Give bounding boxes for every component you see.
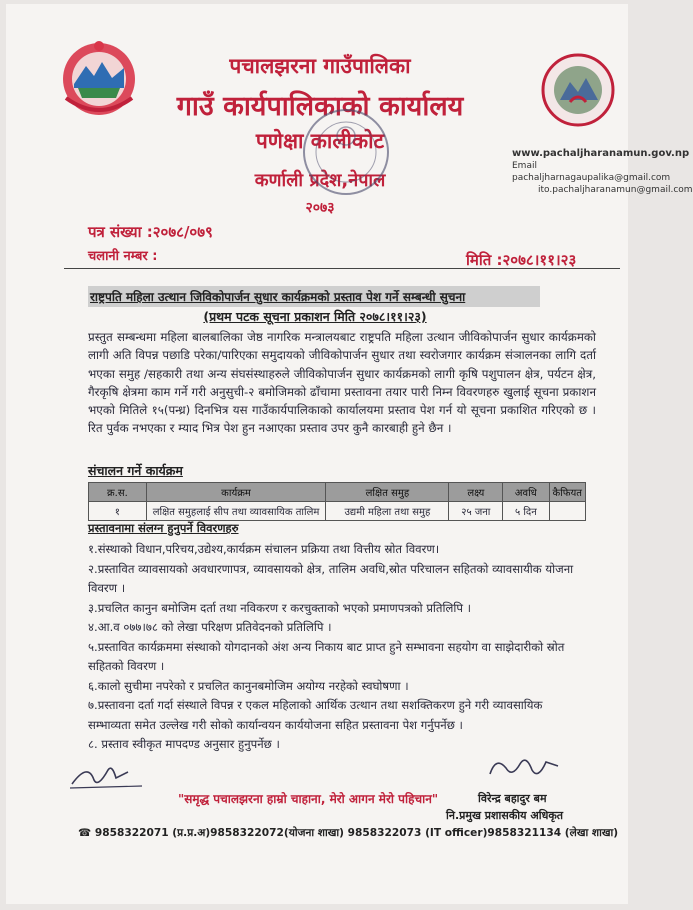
phone-numbers: 9858322071 (प्र.प्र.अ)9858322072(योजना शाखा) 9858322073 (IT officer)9858321134 (लेखा शाखा) [94, 827, 619, 839]
table-cell: १ [89, 502, 147, 521]
details-heading: प्रस्तावनामा संलग्न हुनुपर्ने विवरणहरु [88, 521, 239, 535]
list-item: ३.प्रचलित कानुन बमोजिम दर्ता तथा नविकरण र करचुक्ताको भएको प्रमाणपत्रको प्रतिलिपि । [88, 600, 472, 615]
program-heading: संचालन गर्ने कार्यक्रम [88, 463, 183, 478]
list-item: १.संस्थाको विधान,परिचय,उद्येश्य,कार्यक्रम संचालन प्रक्रिया तथा वित्तीय स्रोत विवरण। [88, 542, 440, 556]
email-secondary: ito.pachaljharanamun@gmail.com [538, 185, 693, 195]
office-location: पणेक्षा कालीकोट [255, 129, 385, 153]
details-list [88, 540, 578, 755]
table-header: अवधि [503, 483, 549, 502]
notice-body: प्रस्तुत सम्बन्धमा महिला बालबालिका जेष्ठ नागरिक मन्त्रालयबाट राष्ट्रपति महिला उत्थान जीविकोपार्जन सुधार कार्यक्रमको लागी अति विपन्न पछाडि परेका/पारिएका समुदायको जीविकोपार्जन सुधार तथा स्वरोजगार कार्यक्रम संञालनका लागि दर्ता भएका समुह /सहकारी तथा अन्य संघसंस्थाहरुले जीविकोपार्जन सुधार कार्यक्रमको लागी कृषि पशुपालन क्षेत्र, पर्यटन क्षेत्र, गैरकृषि क्षेत्रमा काम गर्ने गरी अनुसुची-२ बमोजिमको ढाँचामा प्रस्तावना तयार पारी निम्न विवरणहरु खुलाई सूचना प्रकाशन भएको मितिले १५(पन्ध्र) दिनभित्र यस गाउँकार्यपालिकाको कार्यालयमा प्रस्ताव पेश गर्न यो सूचना प्रकाशित गरिएको छ ।रित पुर्वक नभएका र म्याद भित्र पेश हुन नआएका प्रस्ताव उपर कुनै कारबाही हुने छैन । [88, 330, 596, 436]
officer-designation: नि.प्रमुख प्रशासकीय अधिकृत [446, 809, 564, 822]
left-signature [68, 758, 148, 794]
contact-block [512, 148, 693, 196]
program-table [88, 482, 586, 521]
list-item: ७.प्रस्तावना दर्ता गर्दा संस्थाले विपन्न र एकल महिलाको आर्थिक उत्थान तथा सशक्तिकरण हुने गरी व्यावसायिक सम्भाव्यता समेत उल्लेख गरी सोको कार्यान्वयन कार्ययोजना सहित प्रस्तावना पेश गर्नुपर्नेछ । [88, 698, 543, 732]
table-header-row [89, 483, 586, 502]
email-label: Email [512, 161, 537, 171]
officer-name: विरेन्द्र बहादुर बम [478, 792, 547, 805]
footer-phones [78, 826, 618, 840]
nepal-emblem-logo [60, 38, 138, 120]
table-cell: ५ दिन [503, 502, 549, 521]
dispatch-number: चलानी नम्बर : [88, 249, 158, 264]
table-cell [549, 502, 585, 521]
table-row [89, 502, 586, 521]
table-header: कैफियत [549, 483, 585, 502]
notice-subject: राष्ट्रपति महिला उत्थान जिविकोपार्जन सुधार कार्यक्रमको प्रस्ताव पेश गर्ने सम्बन्धी सुचना [88, 286, 540, 307]
divider [64, 268, 620, 269]
list-item: २.प्रस्तावित व्यावसायको अवधारणापत्र, व्यावसायको क्षेत्र, तालिम अवधि,स्रोत परिचालन सहितको व्यावसायीक योजना विवरण । [88, 561, 574, 595]
table-header: कार्यक्रम [146, 483, 326, 502]
municipality-seal-logo [540, 52, 616, 128]
list-item: ६.कालो सुचीमा नपरेको र प्रचलित कानुनबमोजिम अयोग्य नरहेको स्वघोषणा । [88, 678, 409, 693]
slogan: "समृद्ध पचालझरना हाम्रो चाहाना, मेरो आगन मेरो पहिचान" [178, 792, 439, 806]
table-cell: २५ जना [449, 502, 503, 521]
table-header: लक्ष्य [449, 483, 503, 502]
letter-date: मिति :२०७८।११।२३ [466, 251, 577, 269]
website: www.pachaljharanamun.gov.np [512, 148, 690, 159]
office-name: गाउँ कार्यपालिकाको कार्यालय [176, 91, 464, 122]
office-stamp [300, 106, 392, 198]
established-year: २०७३ [305, 200, 335, 216]
list-item: ४.आ.व ०७७।७८ को लेखा परिक्षण प्रतिवेदनको प्रतिलिपि । [88, 620, 332, 634]
table-cell: लक्षित समुहलाई सीप तथा व्यावसायिक तालिम [146, 502, 326, 521]
municipality-name: पचालझरना गाउँपालिका [229, 54, 411, 78]
list-item: ५.प्रस्तावित कार्यक्रममा संस्थाको योगदानको अंश अन्य निकाय बाट प्राप्त हुने सम्भावना सहयोग वा साझेदारीको स्रोत सहितको विवरण । [88, 639, 565, 673]
first-publication-date: (प्रथम पटक सूचना प्रकाशन मिति २०७८।११।२३) [203, 309, 427, 324]
table-header: क्र.स. [89, 483, 147, 502]
letter-number: पत्र संख्या :२०७८/०७९ [88, 223, 213, 241]
province-country: कर्णाली प्रदेश,नेपाल [254, 170, 386, 191]
table-cell: उद्यमी महिला तथा समुह [326, 502, 449, 521]
list-item: ८. प्रस्ताव स्वीकृत मापदण्ड अनुसार हुनुपर्नेछ । [88, 737, 280, 751]
officer-signature [482, 750, 562, 786]
phone-icon: ☎ [78, 827, 92, 839]
table-header: लक्षित समुह [326, 483, 449, 502]
email-primary: pachaljharnagaupalika@gmail.com [512, 173, 671, 183]
